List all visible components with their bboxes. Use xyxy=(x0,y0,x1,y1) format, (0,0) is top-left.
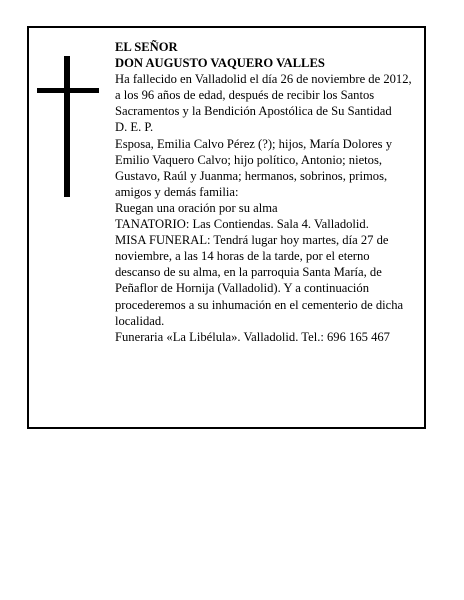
funeral-mass-info: MISA FUNERAL: Tendrá lugar hoy martes, día 27 de noviembre, a las 14 horas de la tarde, por el eterno descanso de su alma, en la parroquia Santa María, de Peñaflor de Hornija (Valladolid). Y a continuación procederemos a su inhumación en el cementerio de dicha localidad. xyxy=(115,233,404,328)
rip-line: D. E. P. xyxy=(115,120,154,135)
deceased-name: DON AUGUSTO VAQUERO VALLES xyxy=(115,56,325,71)
death-statement: Ha fallecido en Valladolid el día 26 de noviembre de 2012, a los 96 años de edad, después de recibir los Santos Sacramentos y la Bendición Apostólica de Su Santidad xyxy=(115,72,412,119)
cross-vertical-bar xyxy=(64,56,70,197)
family-list: Esposa, Emilia Calvo Pérez (?); hijos, María Dolores y Emilio Vaquero Calvo; hijo político, Antonio; nietos, Gustavo, Raúl y Juanma; hermanos, sobrinos, primos, amigos y demás familia: xyxy=(115,136,392,199)
funeral-home-info: Funeraria «La Libélula». Valladolid. Tel.: 696 165 467 xyxy=(115,329,390,344)
obituary-heading: EL SEÑOR xyxy=(115,40,178,54)
cross-icon xyxy=(37,56,99,197)
obituary-text xyxy=(115,39,417,345)
cross-horizontal-bar xyxy=(37,88,99,93)
prayer-request: Ruegan una oración por su alma xyxy=(115,200,278,215)
tanatorio-info: TANATORIO: Las Contiendas. Sala 4. Valladolid. xyxy=(115,217,369,232)
